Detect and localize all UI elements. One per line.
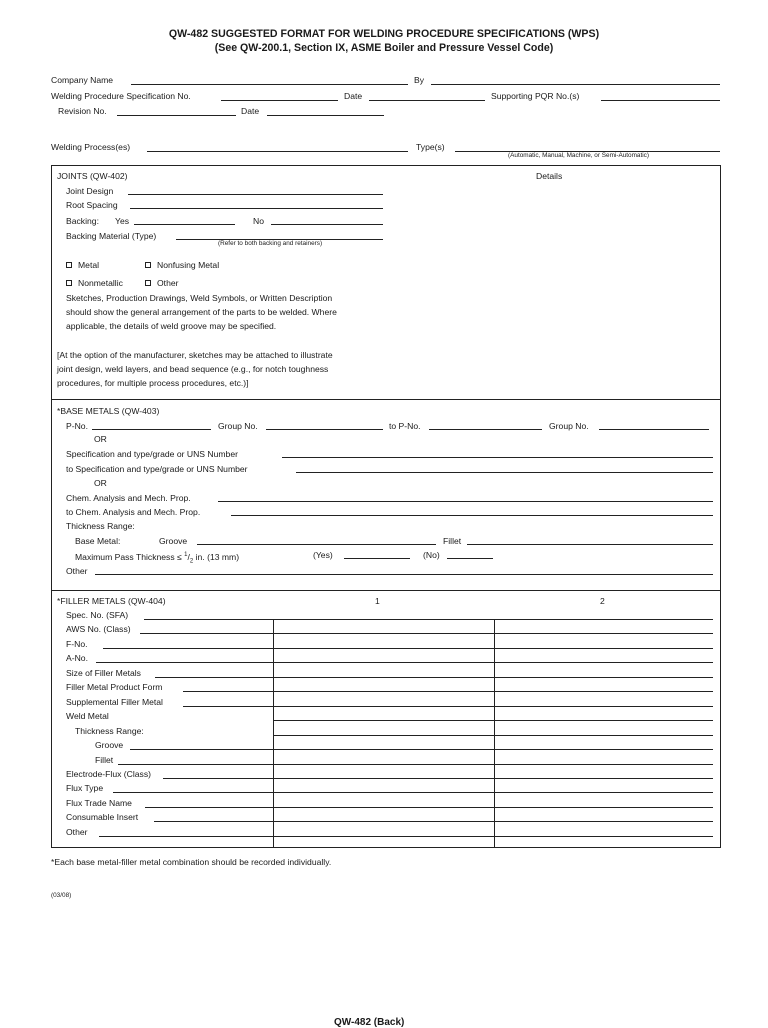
filler-metals-heading: *FILLER METALS (QW-404) — [57, 596, 166, 606]
filler-row-field[interactable] — [183, 691, 273, 692]
or-label-2: OR — [94, 478, 107, 488]
filler-row-column-1-field[interactable] — [273, 706, 494, 707]
filler-row-column-1-field[interactable] — [273, 792, 494, 793]
metal-label: Metal — [78, 260, 100, 270]
filler-row-column-1-field[interactable] — [273, 836, 494, 837]
filler-row-field[interactable] — [144, 619, 273, 620]
max-pass-thickness-label: Maximum Pass Thickness ≤ $^1/_2$ in. (13 mm) — [75, 551, 240, 565]
details-label: Details — [536, 171, 563, 181]
metal-checkbox[interactable] — [66, 262, 72, 268]
filler-row-column-2-field[interactable] — [494, 648, 713, 649]
wps-no-label: Welding Procedure Specification No. — [51, 91, 191, 101]
filler-row-column-2-field[interactable] — [494, 764, 713, 765]
filler-metals-section — [51, 590, 721, 848]
filler-row-field[interactable] — [145, 807, 273, 808]
filler-row-column-2-field[interactable] — [494, 706, 713, 707]
to-p-no-field[interactable] — [429, 429, 542, 430]
filler-row-label: Size of Filler Metals — [66, 668, 141, 678]
joints-description-line2: should show the general arrangement of the parts to be welded. Where — [66, 307, 337, 317]
p-no-label: P-No. — [66, 421, 88, 431]
max-pass-no-field[interactable] — [447, 558, 493, 559]
filler-row-label: Filler Metal Product Form — [66, 682, 163, 692]
types-note: (Automatic, Manual, Machine, or Semi-Automatic) — [508, 152, 649, 159]
revision-no-label: Revision No. — [58, 106, 107, 116]
group-no-field[interactable] — [266, 429, 383, 430]
filler-row-column-2-field[interactable] — [494, 778, 713, 779]
to-chem-analysis-label: to Chem. Analysis and Mech. Prop. — [66, 507, 201, 517]
filler-row-column-1-field[interactable] — [273, 807, 494, 808]
group-no-label: Group No. — [218, 421, 258, 431]
filler-row-column-2-field[interactable] — [494, 792, 713, 793]
filler-row-column-2-field[interactable] — [494, 619, 713, 620]
filler-row-field[interactable] — [154, 821, 273, 822]
by-label: By — [414, 75, 425, 85]
revision-date-field[interactable] — [267, 115, 384, 116]
filler-row-label: Supplemental Filler Metal — [66, 697, 163, 707]
chem-analysis-label: Chem. Analysis and Mech. Prop. — [66, 493, 191, 503]
company-name-label: Company Name — [51, 75, 114, 85]
backing-note: (Refer to both backing and retainers) — [218, 240, 323, 247]
filler-row-column-2-field[interactable] — [494, 677, 713, 678]
filler-row-label: Consumable Insert — [66, 812, 139, 822]
filler-row-label: Flux Trade Name — [66, 798, 132, 808]
filler-row-column-1-field[interactable] — [273, 720, 494, 721]
filler-row-column-1-field[interactable] — [273, 735, 494, 736]
footnote: *Each base metal-filler metal combination should be recorded individually. — [51, 857, 332, 867]
filler-row-field[interactable] — [163, 778, 273, 779]
filler-row-label: Weld Metal — [66, 711, 109, 721]
joints-description-line1: Sketches, Production Drawings, Weld Symbols, or Written Description — [66, 293, 333, 303]
p-no-field[interactable] — [92, 429, 211, 430]
to-p-no-label: to P-No. — [389, 421, 421, 431]
spec-grade-field[interactable] — [282, 457, 713, 458]
or-label: OR — [94, 434, 107, 444]
filler-row-column-2-field[interactable] — [494, 735, 713, 736]
base-other-field[interactable] — [95, 574, 713, 575]
filler-row-field[interactable] — [99, 836, 273, 837]
joints-description-line3: applicable, the details of weld groove may be specified. — [66, 321, 277, 331]
nonfusing-metal-label: Nonfusing Metal — [157, 260, 220, 270]
fillet-field[interactable] — [467, 544, 713, 545]
max-pass-no-label: (No) — [423, 550, 440, 560]
base-other-label: Other — [66, 566, 88, 576]
welding-process-label: Welding Process(es) — [51, 142, 131, 152]
joints-option-line3: procedures, for multiple process procedures, etc.)] — [57, 378, 249, 388]
filler-row-column-2-field[interactable] — [494, 633, 713, 634]
wps-no-field[interactable] — [221, 100, 338, 101]
filler-column-2: 2 — [600, 596, 605, 606]
supporting-pqr-label: Supporting PQR No.(s) — [491, 91, 580, 101]
filler-row-column-2-field[interactable] — [494, 749, 713, 750]
filler-row-column-1-field[interactable] — [273, 691, 494, 692]
joints-option-line2: joint design, weld layers, and bead sequence (e.g., for notch toughness — [57, 364, 329, 374]
groove-label: Groove — [159, 536, 188, 546]
max-pass-yes-label: (Yes) — [313, 550, 333, 560]
base-metal-label: Base Metal: — [75, 536, 121, 546]
filler-row-label: Thickness Range: — [75, 726, 144, 736]
joint-design-field[interactable] — [128, 194, 383, 195]
filler-row-label: Electrode-Flux (Class) — [66, 769, 152, 779]
filler-row-column-1-field[interactable] — [273, 619, 494, 620]
by-field[interactable] — [431, 84, 720, 85]
filler-row-label: AWS No. (Class) — [66, 624, 131, 634]
nonmetallic-label: Nonmetallic — [78, 278, 123, 288]
filler-row-column-2-field[interactable] — [494, 720, 713, 721]
filler-row-column-1-field[interactable] — [273, 821, 494, 822]
filler-row-field[interactable] — [155, 677, 273, 678]
thickness-range-label: Thickness Range: — [66, 521, 135, 531]
page-label: QW-482 (Back) — [334, 1017, 405, 1028]
backing-label: Backing: — [66, 216, 99, 226]
date-label: Date — [344, 91, 363, 101]
filler-row-column-1-field[interactable] — [273, 648, 494, 649]
root-spacing-label: Root Spacing — [66, 200, 118, 210]
filler-row-column-1-field[interactable] — [273, 778, 494, 779]
filler-row-field[interactable] — [140, 633, 273, 634]
filler-row-column-2-field[interactable] — [494, 807, 713, 808]
filler-row-column-2-field[interactable] — [494, 662, 713, 663]
backing-no-label: No — [253, 216, 264, 226]
fillet-label: Fillet — [443, 536, 462, 546]
filler-row-column-2-field[interactable] — [494, 821, 713, 822]
to-chem-analysis-field[interactable] — [231, 515, 713, 516]
to-spec-grade-label: to Specification and type/grade or UNS Number — [66, 464, 248, 474]
filler-column-1: 1 — [375, 596, 380, 606]
filler-row-label: Other — [66, 827, 88, 837]
other-checkbox[interactable] — [145, 280, 151, 286]
filler-row-label: Fillet — [95, 755, 114, 765]
revision-no-field[interactable] — [117, 115, 236, 116]
filler-row-column-1-field[interactable] — [273, 677, 494, 678]
date-field[interactable] — [369, 100, 485, 101]
joints-option-line1: [At the option of the manufacturer, sketches may be attached to illustrate — [57, 350, 333, 360]
nonmetallic-checkbox[interactable] — [66, 280, 72, 286]
groove-field[interactable] — [197, 544, 436, 545]
filler-row-field[interactable] — [103, 648, 273, 649]
other-label: Other — [157, 278, 179, 288]
filler-row-label: F-No. — [66, 639, 88, 649]
root-spacing-field[interactable] — [130, 208, 383, 209]
types-label: Type(s) — [416, 142, 445, 152]
backing-material-label: Backing Material (Type) — [66, 231, 157, 241]
base-metals-heading: *BASE METALS (QW-403) — [57, 406, 160, 416]
filler-row-column-2-field[interactable] — [494, 836, 713, 837]
filler-row-field[interactable] — [96, 662, 273, 663]
filler-row-field[interactable] — [130, 749, 273, 750]
spec-grade-label: Specification and type/grade or UNS Number — [66, 449, 238, 459]
form-title: QW-482 SUGGESTED FORMAT FOR WELDING PROCEDURE SPECIFICATIONS (WPS) — [168, 28, 600, 40]
backing-yes-field[interactable] — [134, 224, 235, 225]
filler-row-field[interactable] — [183, 706, 273, 707]
filler-row-label: A-No. — [66, 653, 88, 663]
joint-design-label: Joint Design — [66, 186, 114, 196]
to-group-no-field[interactable] — [599, 429, 709, 430]
welding-process-field[interactable] — [147, 151, 408, 152]
filler-row-label: Flux Type — [66, 783, 104, 793]
chem-analysis-field[interactable] — [218, 501, 713, 502]
filler-row-field[interactable] — [118, 764, 273, 765]
company-name-field[interactable] — [131, 84, 408, 85]
filler-row-column-1-field[interactable] — [273, 662, 494, 663]
supporting-pqr-field[interactable] — [601, 100, 720, 101]
revision-date-label: Date — [241, 106, 260, 116]
form-subtitle: (See QW-200.1, Section IX, ASME Boiler and Pressure Vessel Code) — [214, 42, 554, 54]
filler-row-column-1-field[interactable] — [273, 633, 494, 634]
filler-column-divider-1 — [273, 619, 274, 847]
joints-heading: JOINTS (QW-402) — [57, 171, 128, 181]
to-spec-grade-field[interactable] — [296, 472, 713, 473]
filler-row-column-1-field[interactable] — [273, 764, 494, 765]
filler-row-column-1-field[interactable] — [273, 749, 494, 750]
filler-row-label: Groove — [95, 740, 124, 750]
filler-row-label: Spec. No. (SFA) — [66, 610, 129, 620]
max-pass-yes-field[interactable] — [344, 558, 410, 559]
backing-no-field[interactable] — [271, 224, 383, 225]
filler-column-divider-2 — [494, 619, 495, 847]
backing-yes-label: Yes — [115, 216, 130, 226]
filler-row-field[interactable] — [113, 792, 273, 793]
filler-row-column-2-field[interactable] — [494, 691, 713, 692]
nonfusing-metal-checkbox[interactable] — [145, 262, 151, 268]
form-date-code: (03/08) — [51, 892, 72, 899]
to-group-no-label: Group No. — [549, 421, 589, 431]
